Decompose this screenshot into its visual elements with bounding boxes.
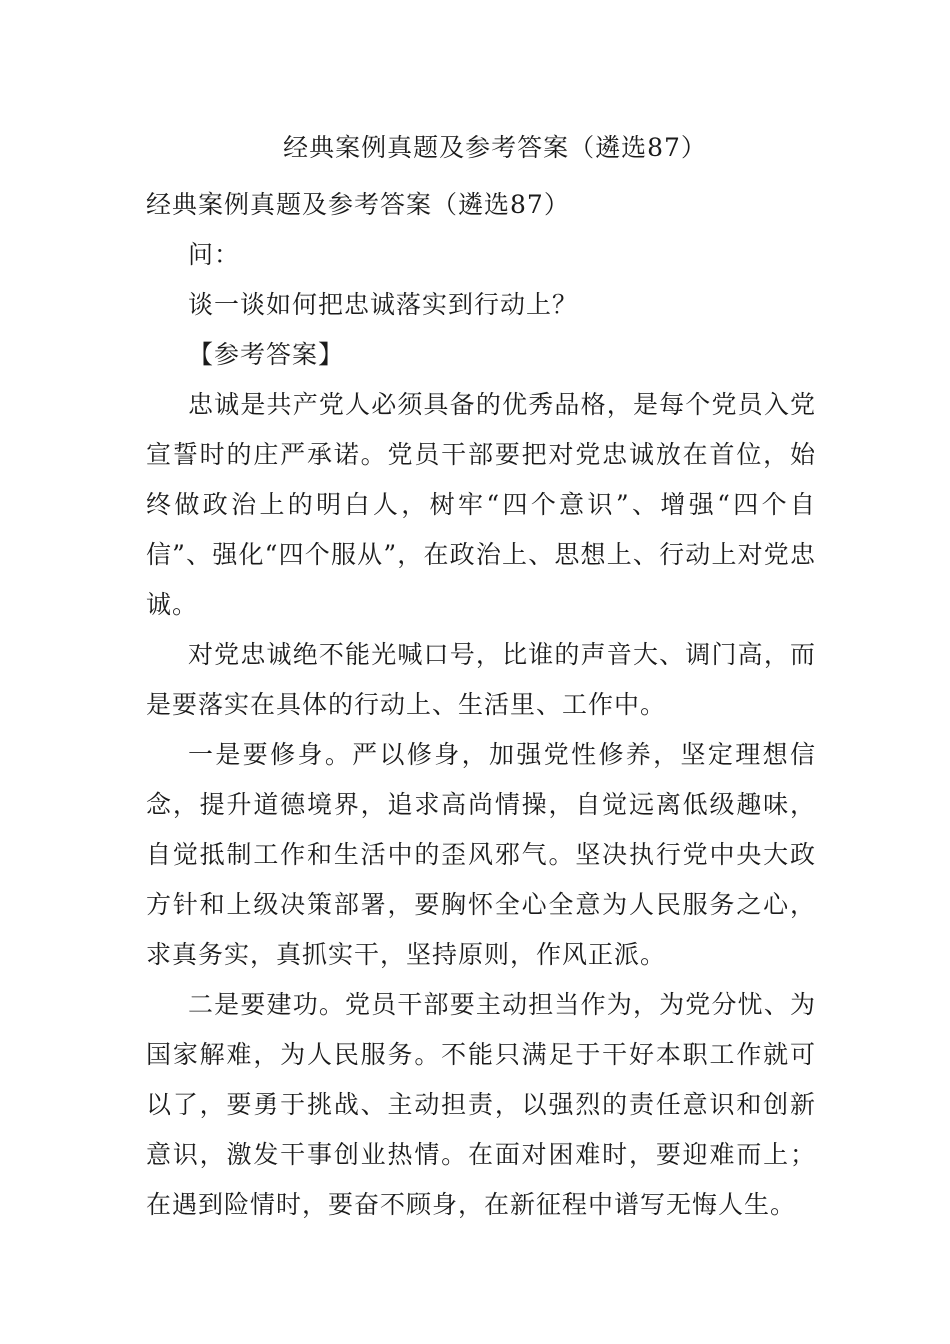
answer-paragraph-2: 对党忠诚绝不能光喊口号，比谁的声音大、调门高，而是要落实在具体的行动上、生活里、工作中。 <box>146 640 816 719</box>
answer-paragraph-3: 一是要修身。严以修身，加强党性修养，坚定理想信念，提升道德境界，追求高尚情操，自觉远离低级趣味，自觉抵制工作和生活中的歪风邪气。坚决执行党中央大政方针和上级决策部署，要胸怀全心全意为人民服务之心，求真务实，真抓实干，坚持原则，作风正派。 <box>146 740 816 969</box>
answer-paragraph-4: 二是要建功。党员干部要主动担当作为，为党分忧、为国家解难，为人民服务。不能只满足于干好本职工作就可以了，要勇于挑战、主动担责，以强烈的责任意识和创新意识，激发干事创业热情。在面对困难时，要迎难而上；在遇到险情时，要奋不顾身，在新征程中谱写无悔人生。 <box>146 990 816 1219</box>
document-body <box>146 180 816 1230</box>
answer-label: 【参考答案】 <box>188 340 345 369</box>
question-text: 谈一谈如何把忠诚落实到行动上？ <box>188 290 579 319</box>
body-heading: 经典案例真题及参考答案（遴选87） <box>146 190 570 219</box>
answer-paragraph-1: 忠诚是共产党人必须具备的优秀品格，是每个党员入党宣誓时的庄严承诺。党员干部要把对党忠诚放在首位，始终做政治上的明白人，树牢“四个意识”、增强“四个自信”、强化“四个服从”，在政治上、思想上、行动上对党忠诚。 <box>146 390 816 619</box>
question-label: 问： <box>188 240 241 269</box>
document-title: 经典案例真题及参考答案（遴选87） <box>283 133 707 162</box>
